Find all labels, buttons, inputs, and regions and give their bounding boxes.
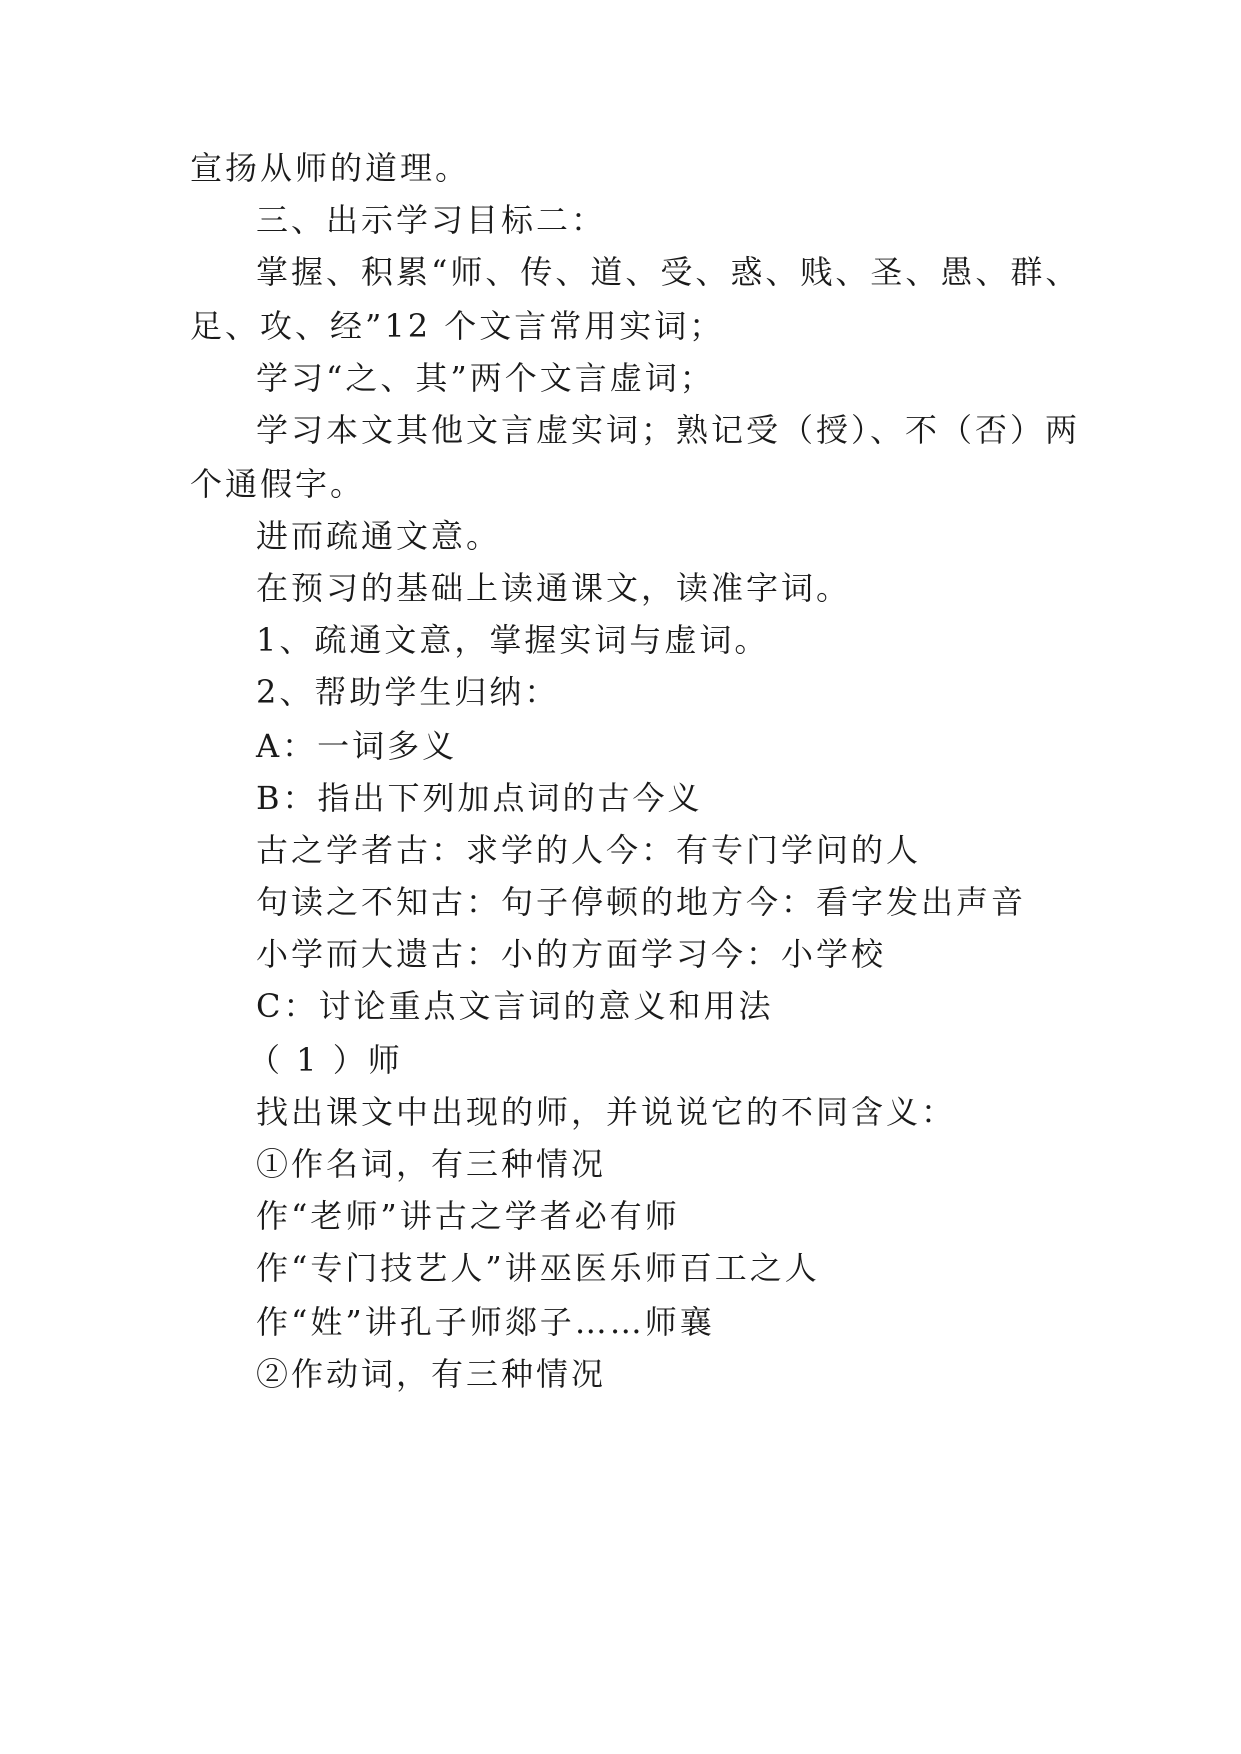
list-item: 2、帮助学生归纳： (256, 673, 560, 711)
text-line: 作“专门技艺人”讲巫医乐师百工之人 (256, 1249, 820, 1287)
list-item: A：一词多义 (256, 727, 458, 765)
text-line: 小学而大遗古：小的方面学习今：小学校 (256, 935, 887, 973)
text-line: 古之学者古：求学的人今：有专门学问的人 (256, 831, 922, 869)
text-line: 作“姓”讲孔子师郯子……师襄 (256, 1303, 715, 1341)
text-line: 学习本文其他文言虚实词；熟记受（授）、不（否）两 (256, 411, 1081, 449)
list-item: 1、疏通文意，掌握实词与虚词。 (256, 621, 770, 659)
section-heading: 三、出示学习目标二： (256, 201, 607, 239)
text-line: 作“老师”讲古之学者必有师 (256, 1197, 680, 1235)
text-line: 进而疏通文意。 (256, 517, 502, 555)
text-line: 学习“之、其”两个文言虚词； (256, 359, 715, 397)
text-line: 句读之不知古：句子停顿的地方今：看字发出声音 (256, 883, 1027, 921)
text-line: 个通假字。 (190, 465, 366, 503)
list-item: C：讨论重点文言词的意义和用法 (256, 987, 774, 1025)
text-line: 在预习的基础上读通课文，读准字词。 (256, 569, 852, 607)
list-item: ①作名词，有三种情况 (256, 1145, 607, 1183)
text-line: 找出课文中出现的师，并说说它的不同含义： (256, 1093, 957, 1131)
list-item: B：指出下列加点词的古今义 (256, 779, 703, 817)
text-line: 宣扬从师的道理。 (190, 149, 471, 187)
list-item: （ 1 ）师 (248, 1041, 403, 1079)
text-line: 掌握、积累“师、传、道、受、惑、贱、圣、愚、群、 (256, 253, 1081, 291)
text-line: 足、攻、经”12 个文言常用实词； (190, 307, 725, 345)
list-item: ②作动词，有三种情况 (256, 1355, 607, 1393)
